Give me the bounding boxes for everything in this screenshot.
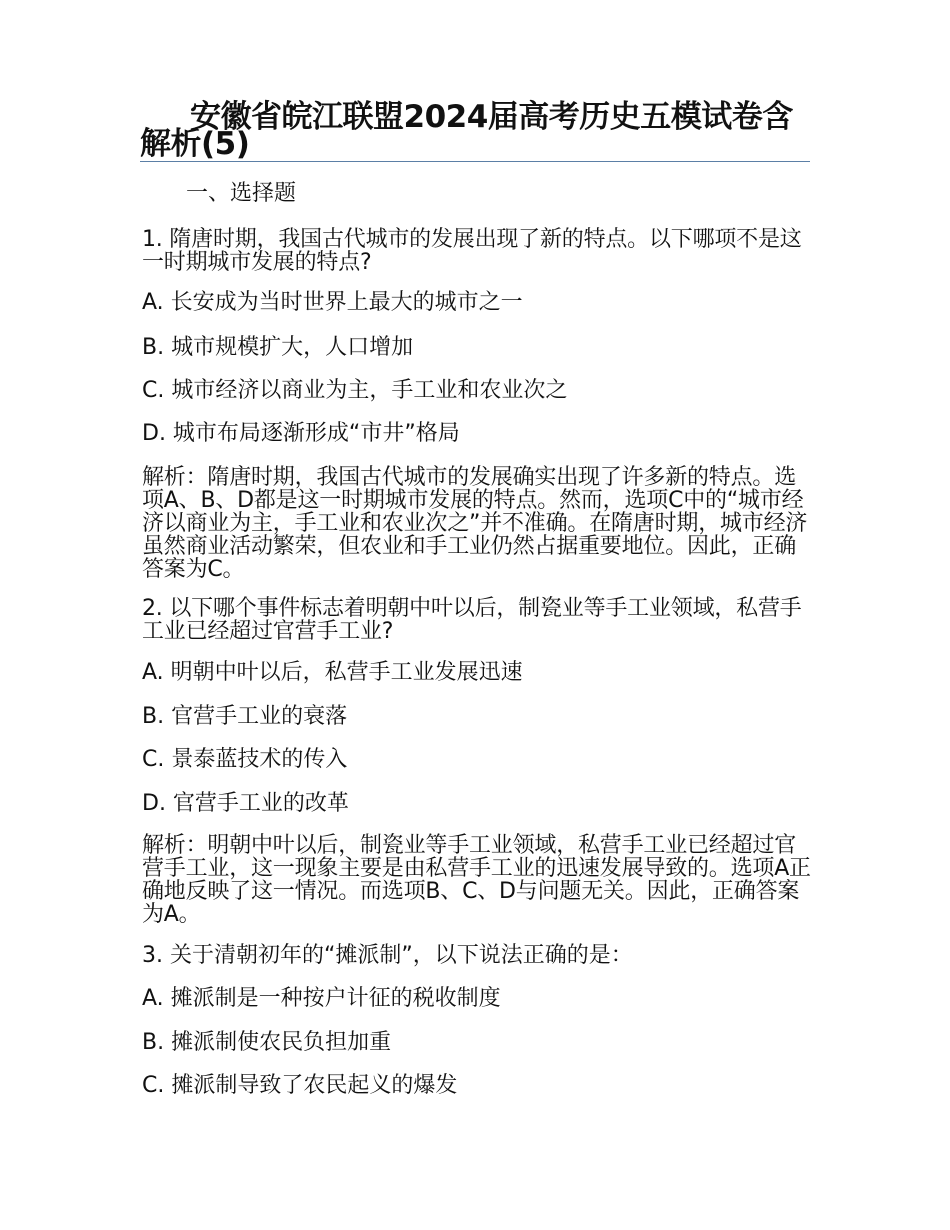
question-1-option-c: C. 城市经济以商业为主，手工业和农业次之: [142, 378, 568, 403]
question-2-stem: 2. 以下哪个事件标志着明朝中叶以后，制瓷业等手工业领域，私营手工业已经超过官营手工业?: [142, 596, 802, 644]
question-3-stem: 3. 关于清朝初年的“摊派制”，以下说法正确的是：: [142, 943, 633, 968]
question-1-option-d: D. 城市布局逐渐形成“市井”格局: [142, 421, 460, 446]
question-1-option-a: A. 长安成为当时世界上最大的城市之一: [142, 290, 523, 315]
question-3-option-c: C. 摊派制导致了农民起义的爆发: [142, 1073, 458, 1098]
title-divider: [140, 161, 810, 162]
question-3-option-b: B. 摊派制使农民负担加重: [142, 1030, 392, 1055]
question-1-stem: 1. 隋唐时期，我国古代城市的发展出现了新的特点。以下哪项不是这一时期城市发展的特点?: [142, 227, 802, 275]
document-title: 安徽省皖江联盟2024届高考历史五模试卷含解析(5): [140, 99, 793, 162]
question-1-analysis: 解析：隋唐时期，我国古代城市的发展确实出现了许多新的特点。选项A、B、D都是这一时期城市发展的特点。然而，选项C中的“城市经济以商业为主，手工业和农业次之”并不准确。在隋唐时期，城市经济虽然商业活动繁荣，但农业和手工业仍然占据重要地位。因此，正确答案为C。: [142, 465, 808, 582]
question-1-option-b: B. 城市规模扩大，人口增加: [142, 335, 414, 360]
section-heading: 一、选择题: [186, 181, 297, 206]
question-2-option-b: B. 官营手工业的衰落: [142, 704, 348, 729]
question-2-analysis: 解析：明朝中叶以后，制瓷业等手工业领域，私营手工业已经超过官营手工业，这一现象主要是由私营手工业的迅速发展导致的。选项A正确地反映了这一情况。而选项B、C、D与问题无关。因此，正确答案为A。: [142, 833, 811, 927]
question-3-option-a: A. 摊派制是一种按户计征的税收制度: [142, 986, 501, 1011]
question-2-option-a: A. 明朝中叶以后，私营手工业发展迅速: [142, 660, 523, 685]
question-2-option-d: D. 官营手工业的改革: [142, 791, 349, 816]
question-2-option-c: C. 景泰蓝技术的传入: [142, 747, 348, 772]
